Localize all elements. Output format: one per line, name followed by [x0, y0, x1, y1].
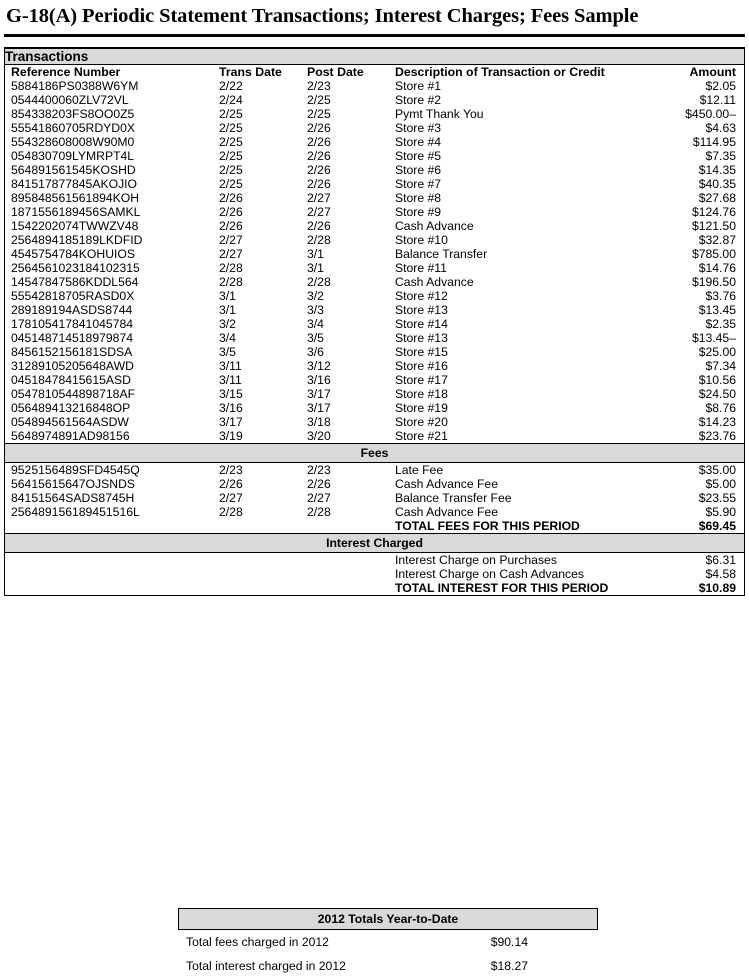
- cell-amount: $785.00: [691, 247, 736, 261]
- table-row: [178, 930, 598, 954]
- fees-section-band-row: [5, 444, 744, 463]
- cell-description: Store #6: [395, 163, 442, 177]
- cell-reference: 55542818705RASD0X: [11, 289, 135, 303]
- cell-trans-date: 3/5: [219, 345, 236, 359]
- cell-reference: 895848561561894KOH: [11, 191, 140, 205]
- cell-trans-date: 2/27: [219, 233, 243, 247]
- transactions-table-body: [5, 49, 744, 596]
- cell-amount: $8.76: [705, 401, 736, 415]
- cell-reference: 564891561545KOSHD: [11, 163, 136, 177]
- interest-section-band: Interest Charged: [5, 534, 744, 553]
- cell-trans-date: 2/28: [219, 275, 243, 289]
- cell-amount: $5.00: [705, 477, 736, 491]
- cell-description: Cash Advance: [395, 219, 474, 233]
- fees-total-amount: $69.45: [698, 519, 736, 533]
- cell-amount: $14.35: [698, 163, 736, 177]
- cell-reference: 5648974891AD98156: [11, 429, 130, 443]
- ytd-table: [178, 930, 598, 978]
- cell-trans-date: 2/25: [219, 107, 243, 121]
- cell-trans-date: 2/27: [219, 247, 243, 261]
- cell-trans-date: 3/15: [219, 387, 243, 401]
- ytd-totals-container: [178, 908, 598, 978]
- table-row: [5, 401, 744, 415]
- cell-trans-date: 2/24: [219, 93, 243, 107]
- cell-post-date: 2/26: [307, 163, 331, 177]
- cell-post-date: 3/3: [307, 303, 324, 317]
- cell-reference: 04518478415615ASD: [11, 373, 131, 387]
- cell-spacer: [307, 553, 395, 568]
- table-row: [5, 415, 744, 429]
- cell-description: Pymt Thank You: [395, 107, 484, 121]
- table-row: [5, 331, 744, 345]
- cell-spacer: [307, 581, 395, 595]
- cell-trans-date: 2/26: [219, 219, 243, 233]
- table-row: [5, 505, 744, 519]
- ytd-label-interest: Total interest charged in 2012: [186, 959, 346, 973]
- cell-post-date: 2/26: [307, 219, 331, 233]
- cell-post-date: 2/26: [307, 149, 331, 163]
- interest-total-label: TOTAL INTEREST FOR THIS PERIOD: [395, 581, 609, 595]
- column-header-amount: Amount: [689, 65, 736, 79]
- column-header-post-date: Post Date: [307, 65, 364, 79]
- table-row: [5, 567, 744, 581]
- cell-reference: 554328608008W90M0: [11, 135, 135, 149]
- cell-spacer: [219, 519, 307, 534]
- cell-description: Interest Charge on Purchases: [395, 553, 557, 567]
- cell-amount: $4.58: [705, 567, 736, 581]
- cell-description: Store #4: [395, 135, 442, 149]
- cell-trans-date: 3/2: [219, 317, 236, 331]
- table-row: [5, 121, 744, 135]
- fees-section-band: Fees: [5, 444, 744, 463]
- cell-spacer: [5, 567, 219, 581]
- table-row: [5, 359, 744, 373]
- cell-amount: $7.35: [705, 149, 736, 163]
- cell-description: Store #13: [395, 331, 448, 345]
- cell-trans-date: 2/27: [219, 491, 243, 505]
- cell-reference: 4545754784KOHUIOS: [11, 247, 135, 261]
- column-header-trans-date: Trans Date: [219, 65, 282, 79]
- cell-reference: 9525156489SFD4545Q: [11, 463, 140, 477]
- cell-amount: $14.23: [698, 415, 736, 429]
- cell-post-date: 3/20: [307, 429, 331, 443]
- cell-reference: 289189194ASDS8744: [11, 303, 133, 317]
- cell-post-date: 3/17: [307, 387, 331, 401]
- cell-amount: $3.76: [705, 289, 736, 303]
- ytd-value-fees: $90.14: [490, 935, 528, 949]
- table-row: [5, 205, 744, 219]
- cell-description: Store #14: [395, 317, 448, 331]
- cell-amount: $2.35: [705, 317, 736, 331]
- cell-amount: $124.76: [691, 205, 736, 219]
- cell-post-date: 3/2: [307, 289, 324, 303]
- cell-post-date: 2/26: [307, 135, 331, 149]
- cell-spacer: [307, 567, 395, 581]
- cell-trans-date: 3/11: [219, 359, 242, 373]
- cell-reference: 5884186PS0388W6YM: [11, 79, 139, 93]
- table-row: [5, 163, 744, 177]
- cell-description: Store #20: [395, 415, 448, 429]
- table-row: [178, 954, 598, 978]
- cell-post-date: 2/25: [307, 107, 331, 121]
- cell-description: Cash Advance: [395, 275, 474, 289]
- table-row: [5, 149, 744, 163]
- table-row: [5, 261, 744, 275]
- cell-description: Store #3: [395, 121, 442, 135]
- cell-description: Store #2: [395, 93, 442, 107]
- table-row: [5, 93, 744, 107]
- title-divider: [4, 34, 745, 37]
- cell-trans-date: 2/22: [219, 79, 243, 93]
- ytd-header: 2012 Totals Year-to-Date: [178, 908, 598, 930]
- cell-description: Store #17: [395, 373, 448, 387]
- interest-total-row: [5, 581, 744, 595]
- cell-reference: 8456152156181SDSA: [11, 345, 133, 359]
- cell-reference: 056489413216848OP: [11, 401, 131, 415]
- cell-trans-date: 3/1: [219, 289, 236, 303]
- cell-reference: 2564561023184102315: [11, 261, 140, 275]
- cell-trans-date: 2/26: [219, 477, 243, 491]
- cell-amount: $23.76: [698, 429, 736, 443]
- table-row: [5, 429, 744, 444]
- cell-reference: 55541860705RDYD0X: [11, 121, 135, 135]
- table-row: [5, 191, 744, 205]
- table-row: [5, 303, 744, 317]
- cell-post-date: 2/27: [307, 191, 331, 205]
- cell-amount: $7.34: [705, 359, 736, 373]
- cell-reference: 854338203FS8OO0Z5: [11, 107, 135, 121]
- cell-post-date: 3/5: [307, 331, 324, 345]
- cell-description: Late Fee: [395, 463, 444, 477]
- cell-post-date: 3/18: [307, 415, 331, 429]
- cell-post-date: 3/4: [307, 317, 324, 331]
- table-row: [5, 345, 744, 359]
- cell-amount: $12.11: [699, 93, 736, 107]
- cell-post-date: 3/6: [307, 345, 324, 359]
- cell-post-date: 2/27: [307, 205, 331, 219]
- cell-reference: 0547810544898718AF: [11, 387, 136, 401]
- cell-post-date: 2/26: [307, 121, 331, 135]
- transactions-section-band: Transactions: [5, 49, 744, 65]
- table-row: [5, 79, 744, 93]
- cell-description: Store #9: [395, 205, 442, 219]
- table-row: [5, 387, 744, 401]
- cell-post-date: 2/28: [307, 275, 331, 289]
- cell-spacer: [5, 553, 219, 568]
- cell-reference: 84151564SADS8745H: [11, 491, 135, 505]
- table-row: [5, 373, 744, 387]
- cell-amount: $27.68: [698, 191, 736, 205]
- cell-description: Store #10: [395, 233, 448, 247]
- cell-reference: 256489156189451516L: [11, 505, 140, 519]
- cell-amount: $450.00–: [685, 107, 736, 121]
- cell-spacer: [219, 553, 307, 568]
- table-row: [5, 177, 744, 191]
- cell-amount: $24.50: [698, 387, 736, 401]
- table-row: [5, 107, 744, 121]
- cell-reference: 045148714518979874: [11, 331, 134, 345]
- transactions-table: [5, 48, 744, 595]
- cell-post-date: 3/16: [307, 373, 331, 387]
- cell-spacer: [5, 581, 219, 595]
- cell-description: Store #15: [395, 345, 448, 359]
- ytd-value-interest: $18.27: [490, 959, 528, 973]
- cell-post-date: 2/26: [307, 177, 331, 191]
- transactions-table-container: [4, 47, 745, 596]
- cell-post-date: 2/25: [307, 93, 331, 107]
- cell-post-date: 3/12: [307, 359, 331, 373]
- cell-spacer: [5, 519, 219, 534]
- cell-spacer: [307, 519, 395, 534]
- cell-description: Cash Advance Fee: [395, 505, 498, 519]
- cell-description: Store #19: [395, 401, 448, 415]
- table-row: [5, 491, 744, 505]
- table-row: [5, 317, 744, 331]
- transactions-section-band-row: [5, 49, 744, 65]
- cell-trans-date: 2/28: [219, 505, 243, 519]
- cell-trans-date: 2/26: [219, 205, 243, 219]
- cell-trans-date: 2/23: [219, 463, 243, 477]
- fees-total-row: [5, 519, 744, 534]
- table-row: [5, 135, 744, 149]
- table-row: [5, 463, 744, 478]
- fees-total-label: TOTAL FEES FOR THIS PERIOD: [395, 519, 580, 533]
- cell-reference: 178105417841045784: [11, 317, 134, 331]
- table-row: [5, 247, 744, 261]
- cell-reference: 0544400060ZLV72VL: [11, 93, 129, 107]
- cell-reference: 31289105205648AWD: [11, 359, 134, 373]
- cell-post-date: 2/26: [307, 477, 331, 491]
- cell-amount: $25.00: [698, 345, 736, 359]
- cell-amount: $114.95: [692, 135, 736, 149]
- cell-description: Store #7: [395, 177, 442, 191]
- cell-trans-date: 2/25: [219, 163, 243, 177]
- cell-reference: 054894561564ASDW: [11, 415, 129, 429]
- cell-reference: 1542202074TWWZV48: [11, 219, 139, 233]
- cell-amount: $14.76: [698, 261, 736, 275]
- cell-trans-date: 3/16: [219, 401, 243, 415]
- cell-amount: $4.63: [705, 121, 736, 135]
- cell-trans-date: 3/4: [219, 331, 236, 345]
- cell-amount: $2.05: [705, 79, 736, 93]
- cell-trans-date: 2/25: [219, 121, 243, 135]
- cell-amount: $5.90: [705, 505, 736, 519]
- cell-description: Store #8: [395, 191, 442, 205]
- cell-description: Balance Transfer Fee: [395, 491, 512, 505]
- cell-spacer: [219, 581, 307, 595]
- cell-amount: $23.55: [698, 491, 736, 505]
- cell-amount: $35.00: [698, 463, 736, 477]
- cell-amount: $32.87: [698, 233, 736, 247]
- cell-post-date: 3/1: [307, 261, 324, 275]
- table-row: [5, 219, 744, 233]
- cell-amount: $10.56: [698, 373, 736, 387]
- cell-trans-date: 2/25: [219, 177, 243, 191]
- cell-trans-date: 3/19: [219, 429, 243, 443]
- cell-amount: $6.31: [705, 553, 736, 567]
- cell-amount: $40.35: [698, 177, 736, 191]
- cell-reference: 14547847586KDDL564: [11, 275, 139, 289]
- cell-description: Store #18: [395, 387, 448, 401]
- cell-description: Store #11: [395, 261, 447, 275]
- cell-description: Store #1: [395, 79, 442, 93]
- cell-trans-date: 2/28: [219, 261, 243, 275]
- table-row: [5, 275, 744, 289]
- cell-amount: $13.45: [698, 303, 736, 317]
- column-header-description: Description of Transaction or Credit: [395, 65, 605, 79]
- table-row: [5, 477, 744, 491]
- cell-post-date: 2/27: [307, 491, 331, 505]
- cell-description: Cash Advance Fee: [395, 477, 498, 491]
- interest-total-amount: $10.89: [698, 581, 736, 595]
- cell-reference: 2564894185189LKDFID: [11, 233, 143, 247]
- cell-trans-date: 2/26: [219, 191, 243, 205]
- cell-post-date: 3/17: [307, 401, 331, 415]
- cell-spacer: [219, 567, 307, 581]
- cell-description: Store #12: [395, 289, 448, 303]
- transactions-column-headers: [5, 65, 744, 80]
- cell-reference: 841517877845AKOJIO: [11, 177, 138, 191]
- cell-trans-date: 2/25: [219, 135, 243, 149]
- cell-post-date: 2/28: [307, 233, 331, 247]
- cell-amount: $196.50: [691, 275, 736, 289]
- ytd-label-fees: Total fees charged in 2012: [186, 935, 329, 949]
- cell-description: Balance Transfer: [395, 247, 488, 261]
- table-row: [5, 553, 744, 568]
- cell-description: Store #5: [395, 149, 442, 163]
- cell-trans-date: 3/11: [219, 373, 242, 387]
- column-header-reference: Reference Number: [11, 65, 121, 79]
- cell-amount: $121.50: [691, 219, 736, 233]
- cell-amount: $13.45–: [691, 331, 736, 345]
- interest-section-band-row: [5, 534, 744, 553]
- cell-reference: 054830709LYMRPT4L: [11, 149, 135, 163]
- page-title: G-18(A) Periodic Statement Transactions; Interest Charges; Fees Sample: [6, 5, 639, 27]
- cell-description: Store #13: [395, 303, 448, 317]
- cell-post-date: 2/28: [307, 505, 331, 519]
- table-row: [5, 289, 744, 303]
- cell-post-date: 3/1: [307, 247, 324, 261]
- cell-reference: 56415615647OJSNDS: [11, 477, 135, 491]
- cell-trans-date: 3/1: [219, 303, 236, 317]
- cell-trans-date: 3/17: [219, 415, 243, 429]
- cell-description: Store #16: [395, 359, 448, 373]
- cell-trans-date: 2/25: [219, 149, 243, 163]
- cell-post-date: 2/23: [307, 463, 331, 477]
- cell-description: Store #21: [395, 429, 448, 443]
- cell-description: Interest Charge on Cash Advances: [395, 567, 585, 581]
- cell-post-date: 2/23: [307, 79, 331, 93]
- cell-reference: 1871556189456SAMKL: [11, 205, 141, 219]
- table-row: [5, 233, 744, 247]
